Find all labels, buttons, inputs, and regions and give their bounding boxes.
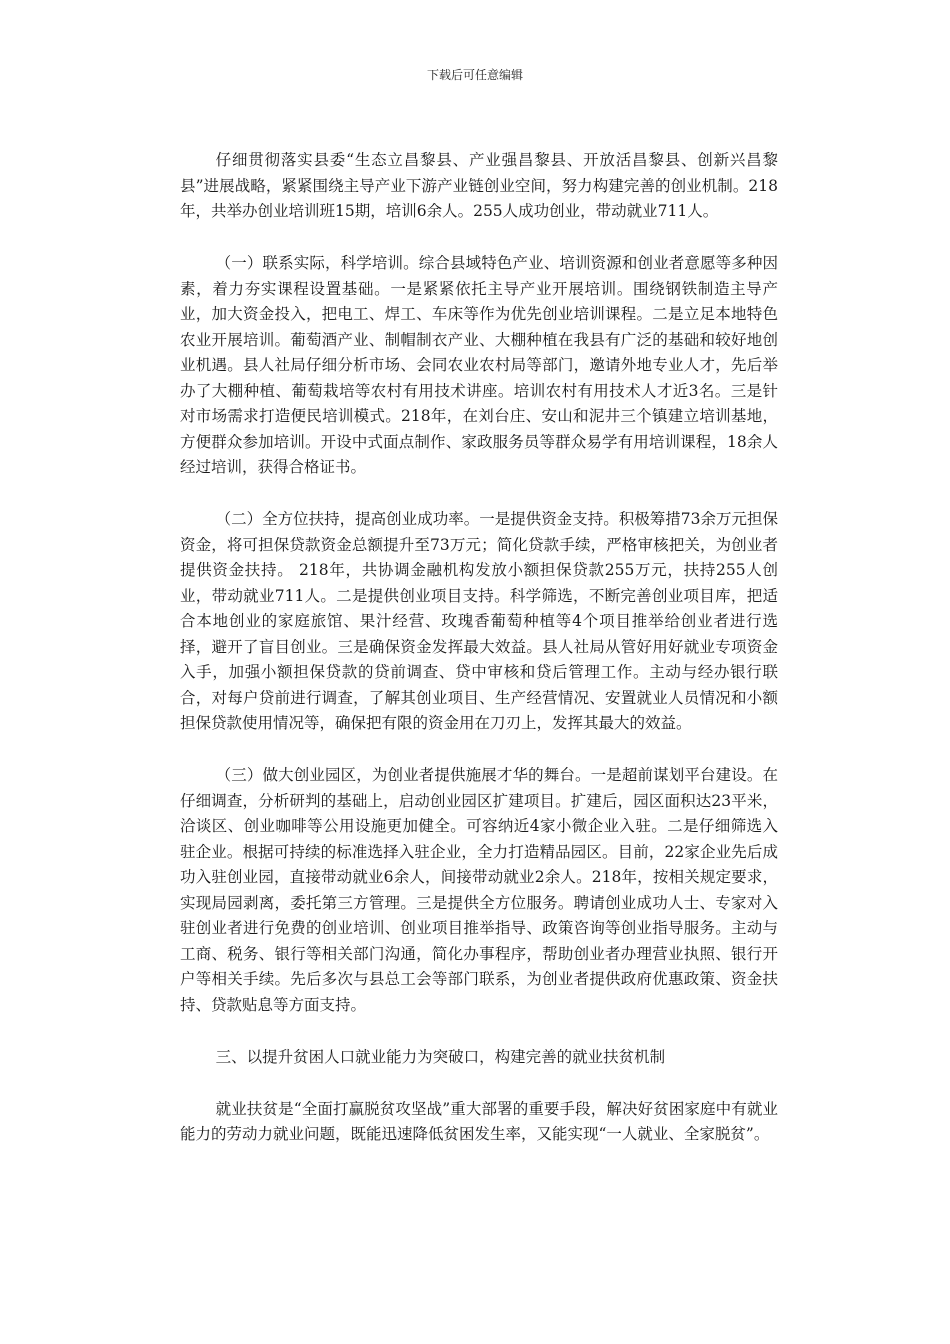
document-body [180,148,778,1174]
paragraph-section-2: （二）全方位扶持，提高创业成功率。一是提供资金支持。积极筹措73余万元担保资金，将可担保贷款资金总额提升至73万元；简化贷款手续，严格审核把关，为创业者提供资金扶持。 218年，共协调金融机构发放小额担保贷款255万元，扶持255人创业，带动就业711人。二是提供创业项目支持。科学筛选，不断完善创业项目库，把适合本地创业的家庭旅馆、果汁经营、玫瑰香葡萄种植等4个项目推举给创业者进行选择，避开了盲目创业。三是确保资金发挥最大效益。县人社局从管好用好就业专项资金入手，加强小额担保贷款的贷前调查、贷中审核和贷后管理工作。主动与经办银行联合，对每户贷前进行调查，了解其创业项目、生产经营情况、安置就业人员情况和小额担保贷款使用情况等，确保把有限的资金用在刀刃上，发挥其最大的效益。 [180,510,778,732]
paragraph-intro: 仔细贯彻落实县委“生态立昌黎县、产业强昌黎县、开放活昌黎县、创新兴昌黎县”进展战略，紧紧围绕主导产业下游产业链创业空间，努力构建完善的创业机制。218年，共举办创业培训班15期，培训6余人。255人成功创业，带动就业711人。 [180,151,778,220]
paragraph-employment-poverty: 就业扶贫是“全面打赢脱贫攻坚战”重大部署的重要手段，解决好贫困家庭中有就业能力的劳动力就业问题，既能迅速降低贫困发生率，又能实现“一人就业、全家脱贫”。 [180,1099,778,1143]
paragraph-section-1: （一）联系实际，科学培训。综合县域特色产业、培训资源和创业者意愿等多种因素，着力夯实课程设置基础。一是紧紧依托主导产业开展培训。围绕钢铁制造主导产业，加大资金投入，把电工、焊工、车床等作为优先创业培训课程。二是立足本地特色农业开展培训。葡萄酒产业、制帽制衣产业、大棚种植在我县有广泛的基础和较好地创业机遇。县人社局仔细分析市场、会同农业农村局等部门，邀请外地专业人才，先后举办了大棚种植、葡萄栽培等农村有用技术讲座。培训农村有用技术人才近3名。三是针对市场需求打造便民培训模式。218年，在刘台庄、安山和泥井三个镇建立培训基地，方便群众参加培训。开设中式面点制作、家政服务员等群众易学有用培训课程，18余人经过培训，获得合格证书。 [180,254,778,476]
section-heading-3: 三、以提升贫困人口就业能力为突破口，构建完善的就业扶贫机制 [215,1047,666,1066]
paragraph-section-3: （三）做大创业园区，为创业者提供施展才华的舞台。一是超前谋划平台建设。在仔细调查，分析研判的基础上，启动创业园区扩建项目。扩建后，园区面积达23平米，洽谈区、创业咖啡等公用设施更加健全。可容纳近4家小微企业入驻。二是仔细筛选入驻企业。根据可持续的标准选择入驻企业，全力打造精品园区。目前，22家企业先后成功入驻创业园，直接带动就业6余人，间接带动就业2余人。218年，按相关规定要求，实现局园剥离，委托第三方管理。三是提供全方位服务。聘请创业成功人士、专家对入驻创业者进行免费的创业培训、创业项目推举指导、政策咨询等创业指导服务。主动与工商、税务、银行等相关部门沟通，简化办事程序，帮助创业者办理营业执照、银行开户等相关手续。先后多次与县总工会等部门联系，为创业者提供政府优惠政策、资金扶持、贷款贴息等方面支持。 [180,766,778,1014]
page-header-note: 下载后可任意编辑 [426,68,523,82]
